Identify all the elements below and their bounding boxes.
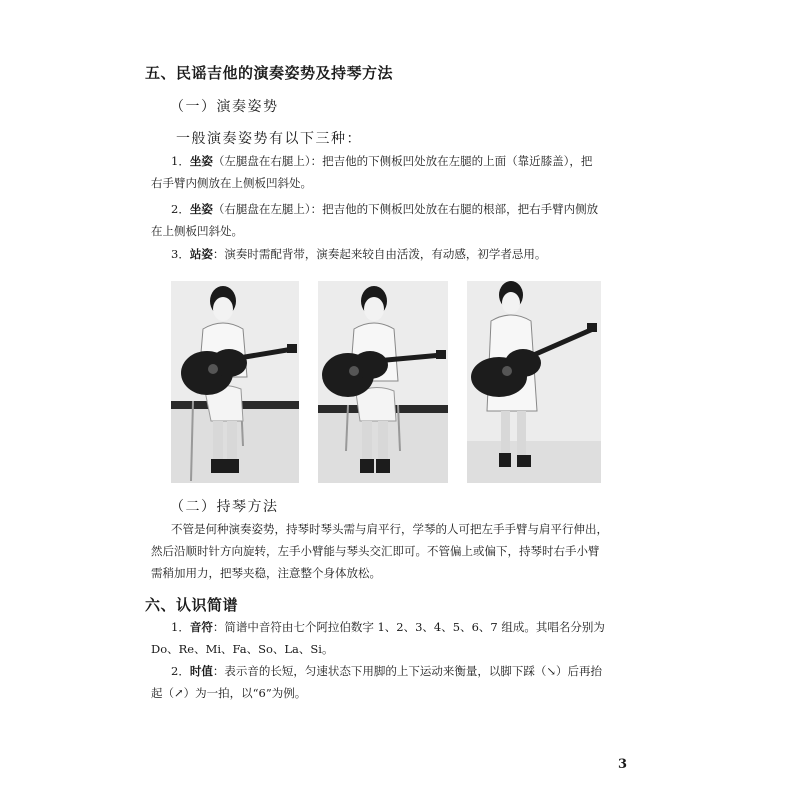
item-term: 坐姿: [189, 154, 213, 168]
posture-item-3: [151, 243, 631, 265]
seated-right-leg-crossed-photo: [318, 281, 448, 483]
item-term: 时值: [189, 664, 213, 678]
photo-illustration: [171, 281, 299, 483]
photo-illustration: [318, 281, 448, 483]
postures-intro: 一般演奏姿势有以下三种：: [176, 131, 362, 147]
posture-item-1: [151, 150, 631, 194]
seated-left-leg-crossed-photo: [171, 281, 299, 483]
item-text: ：演奏时需配背带，演奏起来较自由活泼，有动感，初学者忌用。: [212, 247, 547, 261]
item-number: 2．: [171, 664, 190, 678]
item-number: 3．: [171, 247, 190, 261]
standing-with-strap-photo: [467, 281, 601, 483]
item-term: 站姿: [189, 247, 213, 261]
item-text: （右腿盘在左腿上）：把吉他的下侧板凹处放在右腿的根部，把右手臂内侧放: [212, 202, 599, 216]
item-term: 坐姿: [189, 202, 213, 216]
item-text: ：简谱中音符由七个阿拉伯数字 1、2、3、4、5、6、7 组成。其唱名分别为: [212, 620, 605, 634]
photo-illustration: [467, 281, 601, 483]
item-term: 音符: [189, 620, 213, 634]
item-text-cont: 起（↗）为一拍，以“6”为例。: [151, 686, 307, 700]
item-text-cont: Do、Re、Mi、Fa、So、La、Si。: [151, 642, 334, 656]
item-text: （左腿盘在右腿上）：把吉他的下侧板凹处放在左腿的上面（靠近膝盖），把: [212, 154, 593, 168]
item-number: 1．: [171, 620, 190, 634]
posture-item-2: [151, 198, 631, 242]
notation-item-2: [151, 660, 631, 704]
paragraph-line: 然后沿顺时针方向旋转，左手小臂能与琴头交汇即可。不管偏上或偏下，持琴时右手小臂: [151, 544, 600, 558]
item-text-cont: 右手臂内侧放在上侧板凹斜处。: [151, 176, 312, 190]
item-text: ：表示音的长短，匀速状态下用脚的上下运动来衡量，以脚下踩（↘）后再抬: [212, 664, 602, 678]
item-text-cont: 在上侧板凹斜处。: [151, 224, 243, 238]
section-5-title: 五、民谣吉他的演奏姿势及持琴方法: [145, 64, 394, 82]
item-number: 1．: [171, 154, 190, 168]
paragraph-line: 需稍加用力，把琴夹稳，注意整个身体放松。: [151, 566, 381, 580]
subsection-playing-posture-title: （一）演奏姿势: [170, 99, 279, 115]
page-number: 3: [618, 757, 628, 772]
section-6-title: 六、认识简谱: [145, 596, 239, 614]
notation-item-1: [151, 616, 631, 660]
holding-method-paragraph: [151, 518, 631, 584]
paragraph-line: 不管是何种演奏姿势，持琴时琴头需与肩平行，学琴的人可把左手手臂与肩平行伸出，: [171, 522, 608, 536]
subsection-holding-method-title: （二）持琴方法: [170, 499, 279, 515]
item-number: 2．: [171, 202, 190, 216]
